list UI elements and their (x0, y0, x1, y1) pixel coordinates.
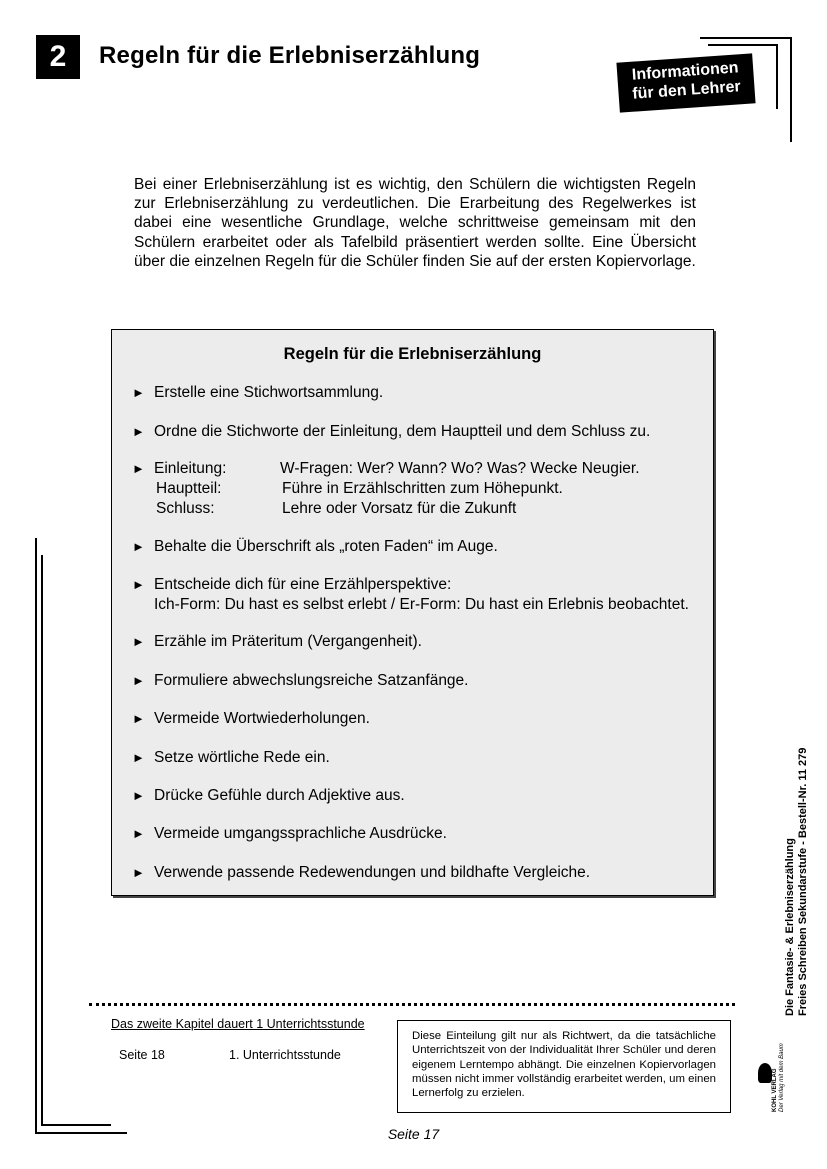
page-title: Regeln für die Erlebniserzählung (99, 42, 481, 69)
arrow-icon: ► (132, 634, 145, 649)
rule-text: Erzähle im Präteritum (Vergangenheit). (154, 633, 422, 650)
arrow-icon: ► (132, 826, 145, 841)
rule-text: Verwende passende Redewendungen und bildhafte Vergleiche. (154, 864, 591, 881)
rule-text: W-Fragen: Wer? Wann? Wo? Was? Wecke Neugier. (280, 460, 640, 477)
arrow-icon: ► (132, 539, 145, 554)
arrow-icon: ► (132, 673, 145, 688)
badge-line-2: für den Lehrer (631, 78, 742, 103)
badge-line-1: Informationen (631, 59, 739, 84)
rule-text: Lehre oder Vorsatz für die Zukunft (282, 500, 517, 517)
rule-item (132, 786, 405, 806)
rule-text: Vermeide Wortwiederholungen. (154, 710, 370, 727)
frame-top-line-2 (708, 44, 778, 46)
arrow-icon: ► (132, 385, 145, 400)
rule-text: Formuliere abwechslungsreiche Satzanfänge. (154, 672, 469, 689)
arrow-icon: ► (132, 750, 145, 765)
rule-item (132, 575, 451, 595)
rule-label: Schluss: (156, 500, 215, 517)
rule-text: Führe in Erzählschritten zum Höhepunkt. (282, 480, 563, 497)
rule-text: Drücke Gefühle durch Adjektive aus. (154, 787, 405, 804)
rule-label: Einleitung: (154, 460, 227, 477)
chapter-number: 2 (36, 35, 80, 79)
side-line-2: Freies Schreiben Sekundarstufe - Bestell-Nr. 11 279 (796, 747, 809, 1016)
rules-box (111, 329, 714, 896)
rule-subline: Ich-Form: Du hast es selbst erlebt / Er-Form: Du hast ein Erlebnis beobachtet. (154, 596, 689, 613)
rule-item (132, 632, 422, 652)
frame-top-line-1 (700, 37, 792, 39)
frame-right-line-2 (776, 44, 778, 109)
rule-subline (156, 499, 516, 519)
rule-item (132, 863, 590, 883)
rule-item (132, 709, 370, 729)
rule-text: Entscheide dich für eine Erzählperspektive: (154, 576, 452, 593)
teacher-info-badge (616, 53, 755, 112)
frame-left-line-2 (41, 555, 43, 1125)
side-line-1: Die Fantasie- & Erlebniserzählung (784, 838, 796, 1016)
rule-label: Hauptteil: (156, 480, 222, 497)
frame-left-line-1 (35, 538, 37, 1134)
arrow-icon: ► (132, 865, 145, 880)
side-publication-info (784, 748, 809, 1016)
rule-text: Vermeide umgangssprachliche Ausdrücke. (154, 825, 447, 842)
arrow-icon: ► (132, 577, 145, 592)
intro-paragraph: Bei einer Erlebniserzählung ist es wichtig, den Schülern die wichtigsten Regeln zur Erlebniserzählung zu verdeutlichen. Die Erarbeitung des Regelwerkes ist dabei eine wesentliche Grundlage, welche schrittweise gemeinsam mit den Schülern erarbeitet oder als Tafelbild präsentiert werden sollte. Eine Übersicht über die einzelnen Regeln für die Schüler finden Sie auf der ersten Kopiervorlage. (134, 176, 696, 270)
rule-item (132, 824, 447, 844)
rule-item (132, 422, 650, 442)
page-number: Seite 17 (387, 1126, 440, 1142)
chapter-duration: Das zweite Kapitel dauert 1 Unterrichtsstunde (111, 1017, 365, 1031)
frame-right-line-1 (790, 37, 792, 142)
arrow-icon: ► (132, 424, 145, 439)
note-box: Diese Einteilung gilt nur als Richtwert, da die tatsächliche Unterrichtszeit von der Individualität Ihrer Schüler und deren eigenem Lerntempo abhängt. Die einzelnen Kopiervorlagen müssen nicht immer vollständig erarbeitet werden, um einen Lernerfolg zu erzielen. (397, 1020, 731, 1113)
arrow-icon: ► (132, 788, 145, 803)
arrow-icon: ► (132, 711, 145, 726)
rules-title: Regeln für die Erlebniserzählung (283, 345, 542, 363)
arrow-icon: ► (132, 461, 145, 476)
dotted-separator (89, 1003, 735, 1006)
publisher-logo (772, 1043, 786, 1112)
rule-item (132, 671, 468, 691)
rule-item (132, 537, 498, 557)
lesson-label: 1. Unterrichtsstunde (229, 1048, 341, 1062)
rule-subline (156, 479, 563, 499)
logo-tagline: Der Verlag mit dem Baum (779, 1043, 785, 1112)
lesson-page-ref: Seite 18 (119, 1048, 165, 1062)
rule-text: Ordne die Stichworte der Einleitung, dem Hauptteil und dem Schluss zu. (154, 423, 651, 440)
rule-item (132, 748, 330, 768)
logo-text: KOHL VERLAG (772, 1068, 778, 1112)
rule-item (132, 383, 383, 403)
rule-text: Erstelle eine Stichwortsammlung. (154, 384, 384, 401)
rule-item (132, 459, 640, 479)
rule-text: Behalte die Überschrift als „roten Faden“ im Auge. (154, 538, 498, 555)
publisher-logo-tree-icon (758, 1063, 772, 1083)
rule-text: Setze wörtliche Rede ein. (154, 749, 330, 766)
